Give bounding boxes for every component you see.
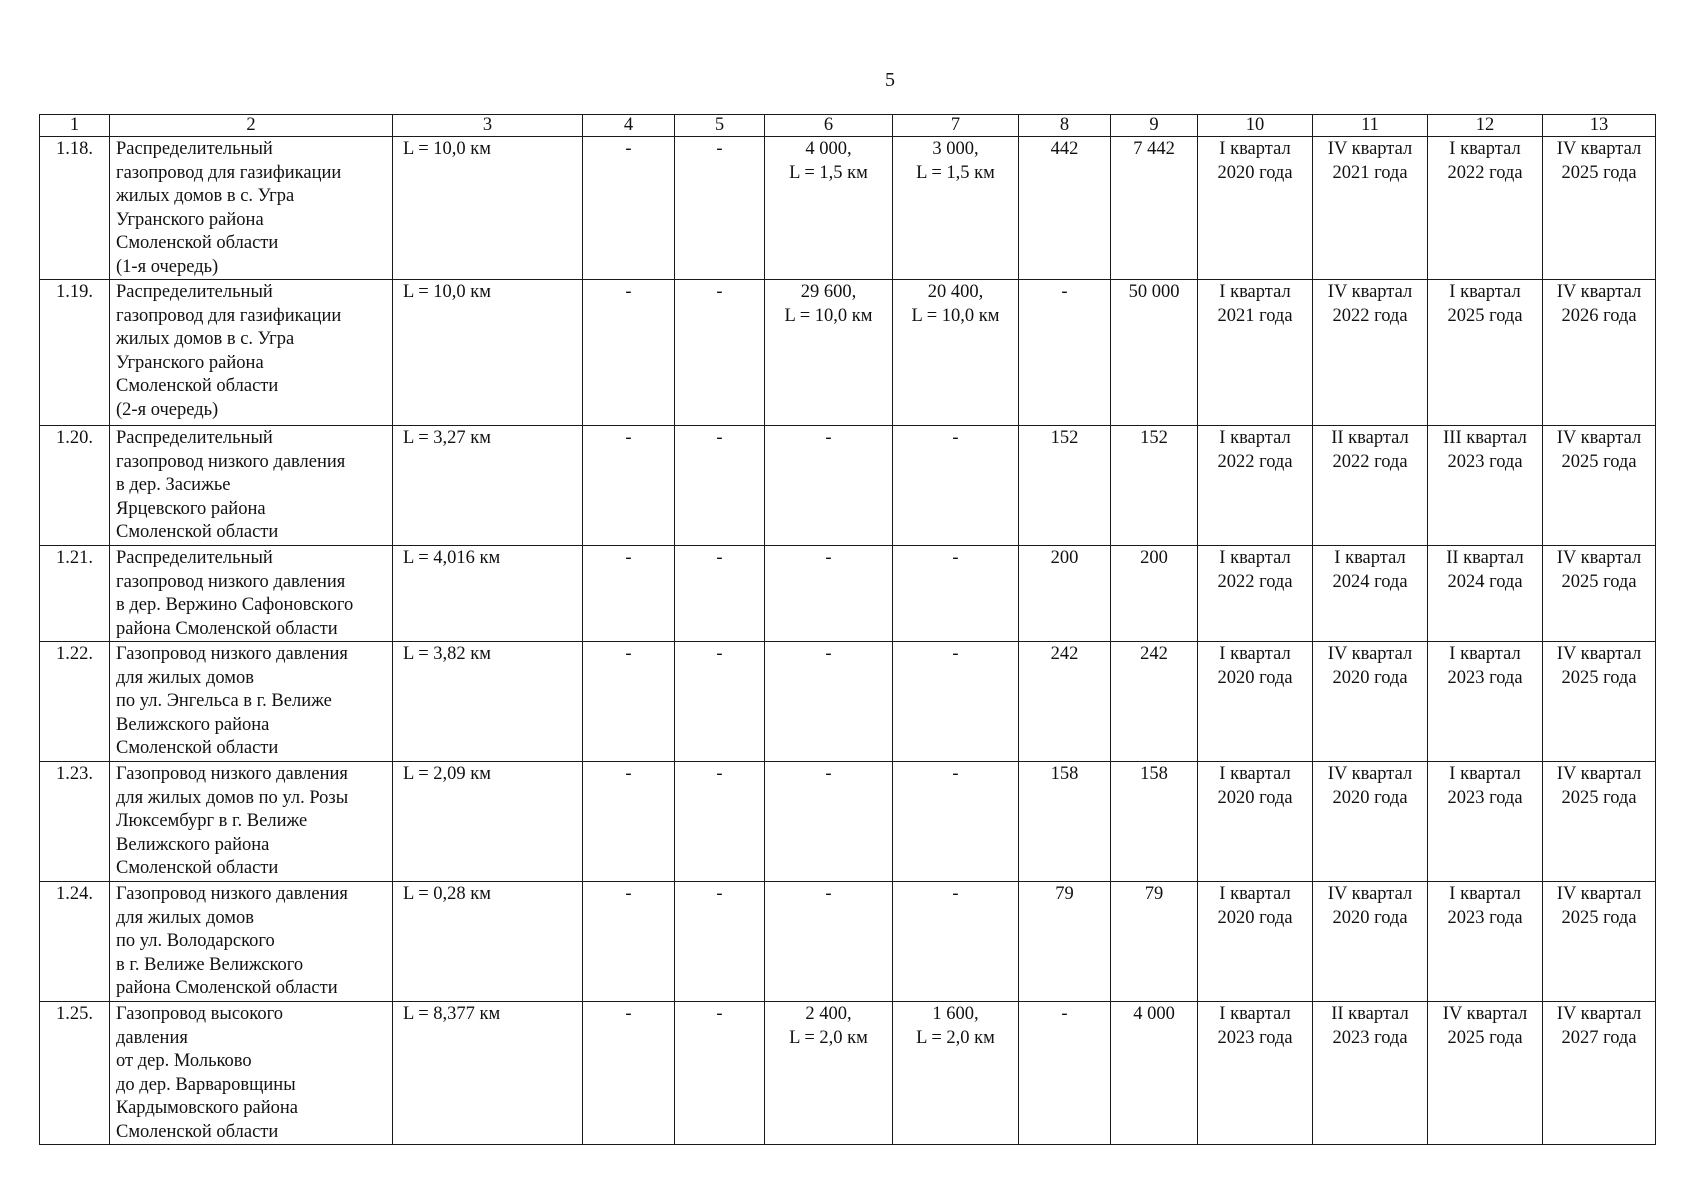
column-header: 9 [1111,115,1198,137]
row-number: 1.24. [40,882,110,1002]
col-5-value: - [675,642,765,762]
column-header: 2 [110,115,393,137]
table-row [40,882,1656,1002]
pipeline-length: L = 3,27 км [393,426,583,546]
col-7-value: - [893,426,1019,546]
col-9-total: 152 [1111,426,1198,546]
column-header: 4 [583,115,675,137]
col-4-value: - [583,642,675,762]
col-12-date: I квартал 2022 года [1428,137,1543,280]
row-number: 1.23. [40,762,110,882]
col-5-value: - [675,1002,765,1145]
col-11-date: IV квартал 2021 года [1313,137,1428,280]
col-4-value: - [583,882,675,1002]
row-number: 1.25. [40,1002,110,1145]
column-header: 10 [1198,115,1313,137]
table-row [40,1002,1656,1145]
object-name: Распределительный газопровод для газификации жилых домов в с. Угра Угранского района Смоленской области (1-я очередь) [110,137,393,280]
col-5-value: - [675,426,765,546]
col-6-value: 29 600, L = 10,0 км [765,280,893,426]
col-10-date: I квартал 2021 года [1198,280,1313,426]
col-8-value: 242 [1019,642,1111,762]
column-header: 8 [1019,115,1111,137]
object-name: Газопровод высокого давления от дер. Мольково до дер. Варваровщины Кардымовского района Смоленской области [110,1002,393,1145]
pipeline-length: L = 8,377 км [393,1002,583,1145]
row-number: 1.20. [40,426,110,546]
col-4-value: - [583,762,675,882]
row-number: 1.19. [40,280,110,426]
col-12-date: I квартал 2025 года [1428,280,1543,426]
col-5-value: - [675,280,765,426]
col-5-value: - [675,137,765,280]
col-11-date: II квартал 2022 года [1313,426,1428,546]
table-row [40,426,1656,546]
object-name: Распределительный газопровод низкого давления в дер. Вержино Сафоновского района Смоленской области [110,546,393,642]
col-11-date: IV квартал 2020 года [1313,642,1428,762]
col-8-value: 200 [1019,546,1111,642]
row-number: 1.18. [40,137,110,280]
column-header: 5 [675,115,765,137]
col-11-date: I квартал 2024 года [1313,546,1428,642]
col-13-date: IV квартал 2025 года [1543,546,1656,642]
col-8-value: 79 [1019,882,1111,1002]
pipeline-length: L = 4,016 км [393,546,583,642]
col-9-total: 158 [1111,762,1198,882]
object-name: Распределительный газопровод для газификации жилых домов в с. Угра Угранского района Смоленской области (2-я очередь) [110,280,393,426]
page-number: 5 [885,69,895,91]
col-8-value: 152 [1019,426,1111,546]
column-header: 11 [1313,115,1428,137]
col-8-value: 442 [1019,137,1111,280]
col-12-date: II квартал 2024 года [1428,546,1543,642]
col-9-total: 200 [1111,546,1198,642]
gas-pipeline-table [39,114,1656,1145]
col-12-date: III квартал 2023 года [1428,426,1543,546]
table-row [40,762,1656,882]
col-10-date: I квартал 2023 года [1198,1002,1313,1145]
col-8-value: - [1019,1002,1111,1145]
object-name: Газопровод низкого давления для жилых домов по ул. Энгельса в г. Велиже Велижского района Смоленской области [110,642,393,762]
object-name: Распределительный газопровод низкого давления в дер. Засижье Ярцевского района Смоленской области [110,426,393,546]
col-7-value: - [893,882,1019,1002]
col-8-value: - [1019,280,1111,426]
col-4-value: - [583,426,675,546]
col-10-date: I квартал 2020 года [1198,762,1313,882]
col-10-date: I квартал 2020 года [1198,882,1313,1002]
pipeline-length: L = 10,0 км [393,280,583,426]
col-8-value: 158 [1019,762,1111,882]
col-5-value: - [675,882,765,1002]
col-6-value: 4 000, L = 1,5 км [765,137,893,280]
col-9-total: 50 000 [1111,280,1198,426]
header-row [40,115,1656,137]
pipeline-length: L = 2,09 км [393,762,583,882]
col-6-value: 2 400, L = 2,0 км [765,1002,893,1145]
pipeline-length: L = 10,0 км [393,137,583,280]
col-11-date: IV квартал 2020 года [1313,882,1428,1002]
col-7-value: 1 600, L = 2,0 км [893,1002,1019,1145]
col-12-date: I квартал 2023 года [1428,642,1543,762]
col-9-total: 79 [1111,882,1198,1002]
table-row [40,280,1656,426]
column-header: 3 [393,115,583,137]
col-13-date: IV квартал 2025 года [1543,426,1656,546]
col-4-value: - [583,280,675,426]
col-5-value: - [675,762,765,882]
col-6-value: - [765,426,893,546]
col-11-date: IV квартал 2022 года [1313,280,1428,426]
column-header: 12 [1428,115,1543,137]
col-6-value: - [765,762,893,882]
col-9-total: 7 442 [1111,137,1198,280]
col-9-total: 242 [1111,642,1198,762]
col-7-value: 20 400, L = 10,0 км [893,280,1019,426]
pipeline-length: L = 0,28 км [393,882,583,1002]
table-row [40,137,1656,280]
col-10-date: I квартал 2020 года [1198,642,1313,762]
col-10-date: I квартал 2020 года [1198,137,1313,280]
col-13-date: IV квартал 2025 года [1543,137,1656,280]
col-12-date: I квартал 2023 года [1428,762,1543,882]
col-5-value: - [675,546,765,642]
col-13-date: IV квартал 2025 года [1543,642,1656,762]
col-7-value: 3 000, L = 1,5 км [893,137,1019,280]
col-11-date: II квартал 2023 года [1313,1002,1428,1145]
col-10-date: I квартал 2022 года [1198,546,1313,642]
col-9-total: 4 000 [1111,1002,1198,1145]
col-6-value: - [765,882,893,1002]
col-13-date: IV квартал 2027 года [1543,1002,1656,1145]
col-12-date: I квартал 2023 года [1428,882,1543,1002]
column-header: 7 [893,115,1019,137]
table-row [40,642,1656,762]
col-6-value: - [765,642,893,762]
col-13-date: IV квартал 2026 года [1543,280,1656,426]
object-name: Газопровод низкого давления для жилых домов по ул. Розы Люксембург в г. Велиже Велижского района Смоленской области [110,762,393,882]
col-13-date: IV квартал 2025 года [1543,882,1656,1002]
col-7-value: - [893,546,1019,642]
object-name: Газопровод низкого давления для жилых домов по ул. Володарского в г. Велиже Велижского района Смоленской области [110,882,393,1002]
column-header: 6 [765,115,893,137]
col-4-value: - [583,137,675,280]
row-number: 1.21. [40,546,110,642]
column-header: 13 [1543,115,1656,137]
col-4-value: - [583,1002,675,1145]
col-10-date: I квартал 2022 года [1198,426,1313,546]
col-7-value: - [893,642,1019,762]
row-number: 1.22. [40,642,110,762]
col-4-value: - [583,546,675,642]
column-header: 1 [40,115,110,137]
col-7-value: - [893,762,1019,882]
col-12-date: IV квартал 2025 года [1428,1002,1543,1145]
table-row [40,546,1656,642]
pipeline-length: L = 3,82 км [393,642,583,762]
col-11-date: IV квартал 2020 года [1313,762,1428,882]
col-6-value: - [765,546,893,642]
col-13-date: IV квартал 2025 года [1543,762,1656,882]
